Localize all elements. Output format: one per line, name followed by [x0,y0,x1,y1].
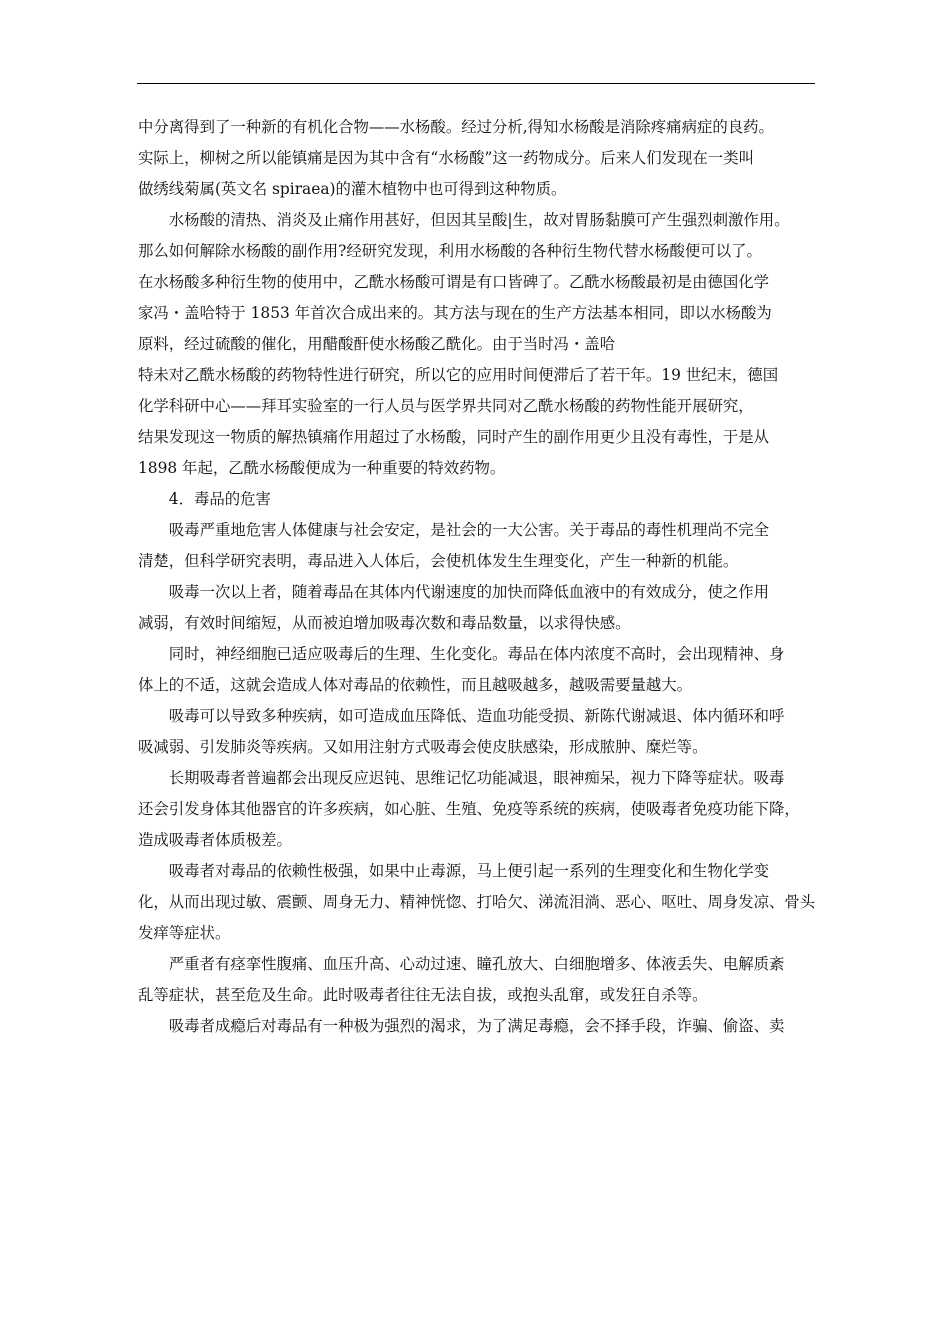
text-line: 吸毒可以导致多种疾病，如可造成血压降低、造血功能受损、新陈代谢减退、体内循环和呼 [138,707,785,725]
text-line: 严重者有痉挛性腹痛、血压升高、心动过速、瞳孔放大、白细胞增多、体液丢失、电解质紊 [138,955,785,973]
text-line: 吸毒一次以上者，随着毒品在其体内代谢速度的加快而降低血液中的有效成分，使之作用 [138,583,770,601]
text-line: 乱等症状，甚至危及生命。此时吸毒者往往无法自拔，或抱头乱窜，或发狂自杀等。 [138,986,708,1004]
text-line: 吸减弱、引发肺炎等疾病。又如用注射方式吸毒会使皮肤感染，形成脓肿、糜烂等。 [138,738,708,756]
body-text [138,112,818,1042]
text-line: 体上的不适，这就会造成人体对毒品的依赖性，而且越吸越多，越吸需要量越大。 [138,676,693,694]
text-line: 实际上，柳树之所以能镇痛是因为其中含有“水杨酸”这一药物成分。后来人们发现在一类叫 [138,149,754,167]
text-line: 吸毒者成瘾后对毒品有一种极为强烈的渴求，为了满足毒瘾，会不择手段，诈骗、偷盗、卖 [138,1017,785,1035]
text-line: 原料，经过硫酸的催化，用醋酸酐使水杨酸乙酰化。由于当时冯・盖哈 [138,335,616,353]
text-line: 中分离得到了一种新的有机化合物——水杨酸。经过分析,得知水杨酸是消除疼痛病症的良药。 [138,118,774,136]
text-line: 吸毒严重地危害人体健康与社会安定，是社会的一大公害。关于毒品的毒性机理尚不完全 [138,521,770,539]
text-line: 做绣线菊属(英文名 spiraea)的灌木植物中也可得到这种物质。 [138,180,567,198]
text-line: 清楚，但科学研究表明，毒品进入人体后，会使机体发生生理变化，产生一种新的机能。 [138,552,739,570]
text-line: 1898 年起，乙酰水杨酸便成为一种重要的特效药物。 [138,459,506,477]
section-heading: 4．毒品的危害 [138,490,271,508]
text-line: 化学科研中心——拜耳实验室的一行人员与医学界共同对乙酰水杨酸的药物性能开展研究， [138,397,754,415]
text-line: 减弱，有效时间缩短，从而被迫增加吸毒次数和毒品数量，以求得快感。 [138,614,631,632]
text-line: 发痒等症状。 [138,924,231,942]
text-line: 家冯・盖哈特于 1853 年首次合成出来的。其方法与现在的生产方法基本相同，即以水杨酸为 [138,304,772,322]
text-line: 还会引发身体其他器官的许多疾病，如心脏、生殖、免疫等系统的疾病，使吸毒者免疫功能下降， [138,800,800,818]
text-line: 吸毒者对毒品的依赖性极强，如果中止毒源，马上便引起一系列的生理变化和生物化学变 [138,862,770,880]
text-line: 那么如何解除水杨酸的副作用?经研究发现，利用水杨酸的各种衍生物代替水杨酸便可以了。 [138,242,762,260]
text-line: 水杨酸的清热、消炎及止痛作用甚好，但因其呈酸|生，故对胃肠黏膜可产生强烈刺激作用。 [138,211,790,229]
header-rule [137,83,815,84]
text-line: 造成吸毒者体质极差。 [138,831,292,849]
text-line: 在水杨酸多种衍生物的使用中，乙酰水杨酸可谓是有口皆碑了。乙酰水杨酸最初是由德国化学 [138,273,770,291]
text-line: 结果发现这一物质的解热镇痛作用超过了水杨酸，同时产生的副作用更少且没有毒性，于是从 [138,428,770,446]
text-line: 长期吸毒者普遍都会出现反应迟钝、思维记忆功能减退，眼神痴呆，视力下降等症状。吸毒 [138,769,785,787]
text-line: 化，从而出现过敏、震颤、周身无力、精神恍惚、打哈欠、涕流泪淌、恶心、呕吐、周身发凉、骨头 [138,893,816,911]
text-line: 同时，神经细胞已适应吸毒后的生理、生化变化。毒品在体内浓度不高时，会出现精神、身 [138,645,785,663]
text-line: 特未对乙酰水杨酸的药物特性进行研究，所以它的应用时间便滞后了若干年。19 世纪末，德国 [138,366,779,384]
